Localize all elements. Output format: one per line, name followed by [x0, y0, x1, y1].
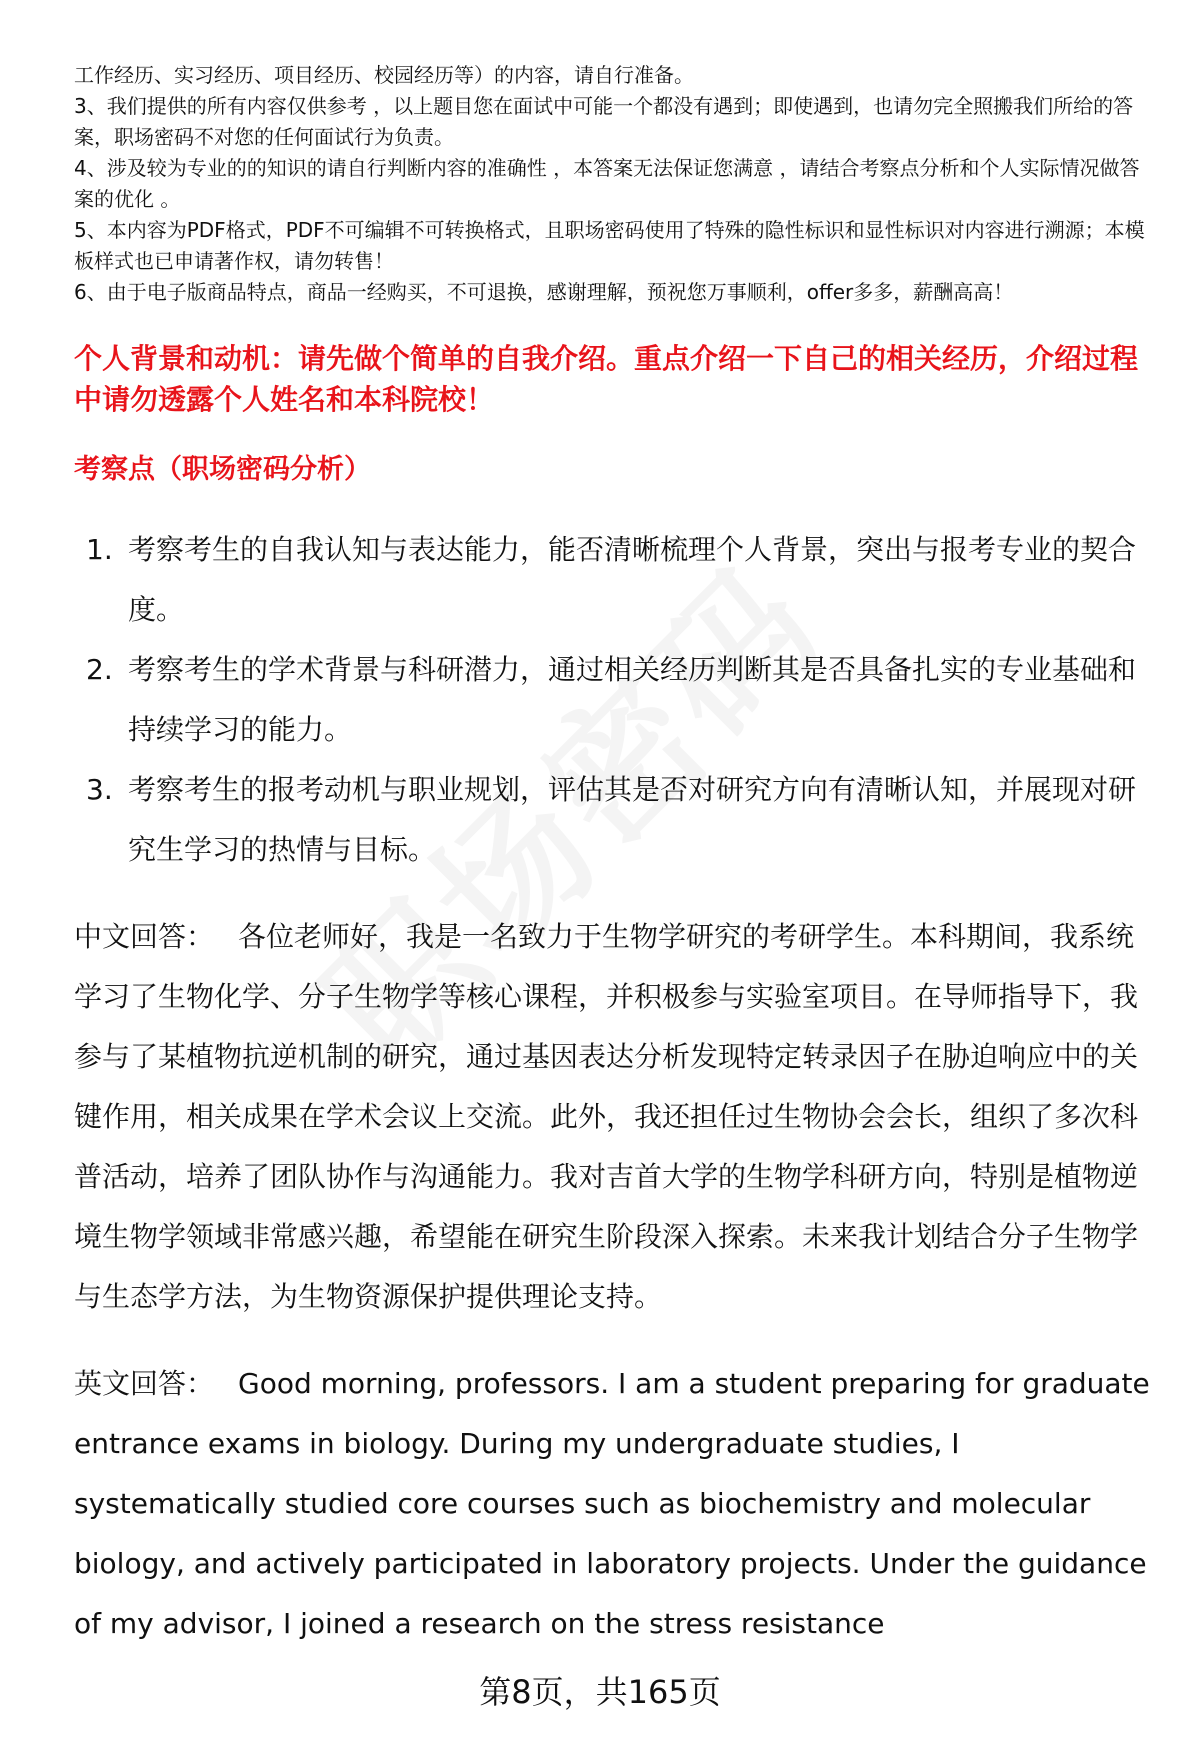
list-text: 考察考生的自我认知与表达能力，能否清晰梳理个人背景，突出与报考专业的契合度。: [128, 533, 1137, 626]
answer-text: 各位老师好，我是一名致力于生物学研究的考研学生。本科期间，我系统学习了生物化学、分子生物学等核心课程，并积极参与实验室项目。在导师指导下，我参与了某植物抗逆机制的研究，通过基因表达分析发现特定转录因子在胁迫响应中的关键作用，相关成果在学术会议上交流。此外，我还担任过生物协会会长，组织了多次科普活动，培养了团队协作与沟通能力。我对吉首大学的生物学科研方向，特别是植物逆境生物学领域非常感兴趣，希望能在研究生阶段深入探索。未来我计划结合分子生物学与生态学方法，为生物资源保护提供理论支持。: [74, 920, 1139, 1313]
list-number: 1.: [86, 533, 113, 566]
answer-english: [74, 1354, 1159, 1654]
list-number: 3.: [86, 773, 113, 806]
note-line: 6、由于电子版商品特点，商品一经购买，不可退换，感谢理解，预祝您万事顺利，offer多多，薪酬高高！: [74, 280, 1014, 304]
note-line: 3、我们提供的所有内容仅供参考 ，以上题目您在面试中可能一个都没有遇到；即使遇到，也请勿完全照搬我们所给的答案，职场密码不对您的任何面试行为负责。: [74, 94, 1134, 149]
points-list: [74, 520, 1154, 880]
list-item: [74, 760, 1154, 880]
note-line: 4、涉及较为专业的的知识的请自行判断内容的准确性 ，本答案无法保证您满意 ，请结合考察点分析和个人实际情况做答案的优化 。: [74, 156, 1140, 211]
points-title: 考察点（职场密码分析）: [74, 454, 371, 485]
question-heading: 个人背景和动机：请先做个简单的自我介绍。重点介绍一下自己的相关经历，介绍过程中请勿透露个人姓名和本科院校！: [74, 342, 1139, 416]
list-text: 考察考生的学术背景与科研潜力，通过相关经历判断其是否具备扎实的专业基础和持续学习的能力。: [128, 653, 1137, 746]
answer-chinese: [74, 907, 1159, 1327]
list-item: [74, 520, 1154, 640]
answer-label: 中文回答：: [74, 920, 215, 953]
list-item: [74, 640, 1154, 760]
answer-text: Good morning, professors. I am a student preparing for graduate entrance exams in biology. During my undergraduate studies, I systematically studied core courses such as biochemistry and molecular biology, and actively participated in laboratory projects. Under the guidance of my advisor, I joined a research on the stress resistance: [74, 1367, 1150, 1640]
list-number: 2.: [86, 653, 113, 686]
page-number: 第8页，共165页: [479, 1673, 721, 1711]
list-text: 考察考生的报考动机与职业规划，评估其是否对研究方向有清晰认知，并展现对研究生学习的热情与目标。: [128, 773, 1137, 866]
note-line: 工作经历、实习经历、项目经历、校园经历等）的内容，请自行准备。: [74, 63, 694, 87]
notes-section: [74, 60, 1154, 308]
note-line: 5、本内容为PDF格式，PDF不可编辑不可转换格式，且职场密码使用了特殊的隐性标识和显性标识对内容进行溯源；本模板样式也已申请著作权，请勿转售！: [74, 218, 1145, 273]
answer-label: 英文回答：: [74, 1367, 215, 1400]
